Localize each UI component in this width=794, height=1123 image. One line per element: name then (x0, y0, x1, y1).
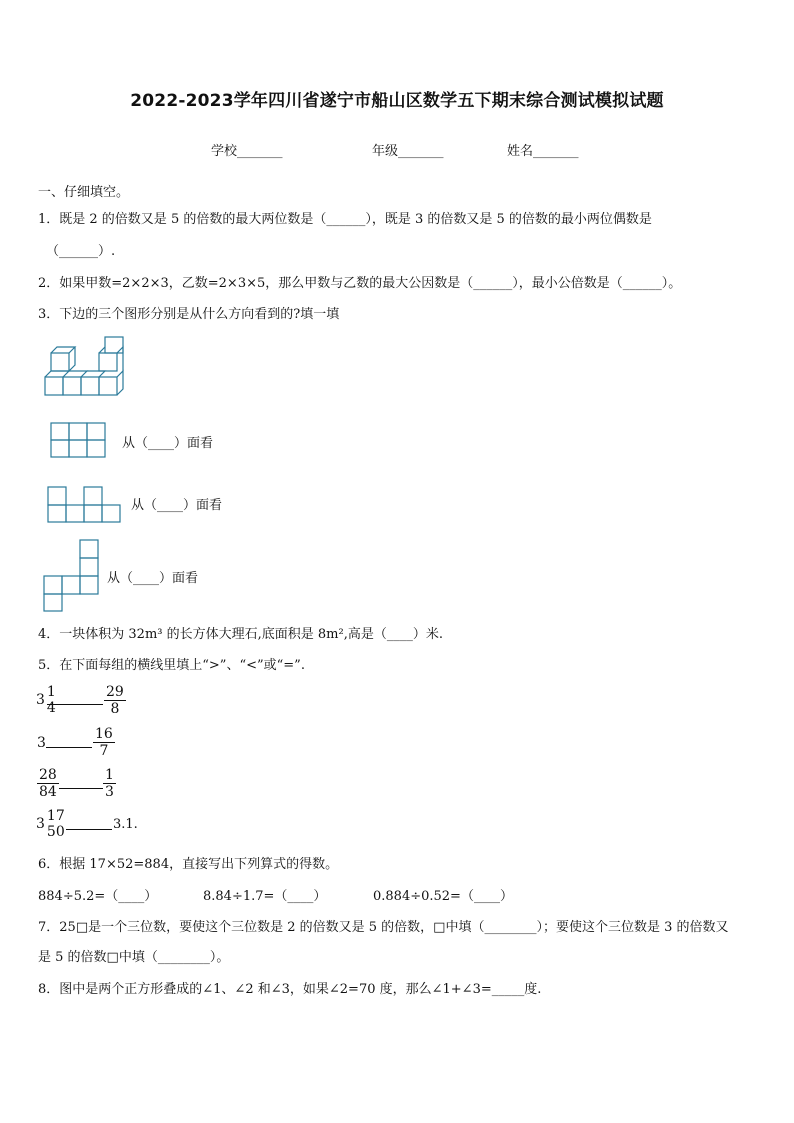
view3-figure (42, 538, 102, 613)
q2-text: 2．如果甲数=2×2×3，乙数=2×3×5，那么甲数与乙数的最大公因数是（______），最小公倍数是（______）。 (38, 276, 682, 291)
view2-label: 从（____）面看 (131, 498, 223, 513)
q5-row1-blank[interactable] (47, 704, 103, 705)
q7-line1: 7．25□是一个三位数，要使这个三位数是 2 的倍数又是 5 的倍数，□中填（________）；要使这个三位数是 3 的倍数又 (38, 920, 729, 935)
denominator: 84 (39, 784, 57, 800)
q6-c: 0.884÷0.52=（____） (373, 889, 513, 904)
denominator: 50 (46, 824, 65, 840)
q6-text: 6．根据 17×52=884，直接写出下列算式的得数。 (38, 857, 339, 872)
q6-a: 884÷5.2=（____） (38, 889, 158, 904)
q5-row4-left (36, 808, 67, 840)
q5-row4-right: 3.1. (113, 817, 138, 832)
q1-line2: （______）. (46, 244, 116, 259)
denominator: 7 (99, 743, 109, 759)
q5-row3-right-fraction (103, 767, 116, 800)
q6-b: 8.84÷1.7=（____） (203, 889, 327, 904)
view2-figure (47, 486, 127, 526)
denominator: 3 (105, 784, 114, 800)
numerator: 28 (39, 767, 57, 783)
q3-text: 3．下边的三个图形分别是从什么方向看到的?填一填 (38, 307, 340, 322)
q5-row4-blank[interactable] (66, 829, 112, 830)
q5-row2-right-fraction (93, 726, 115, 759)
page-title: 2022-2023学年四川省遂宁市船山区数学五下期末综合测试模拟试题 (130, 91, 664, 111)
q5-row4-left-whole: 3 (36, 816, 45, 832)
numerator: 29 (106, 684, 124, 700)
q5-row3-left-fraction (37, 767, 59, 800)
q5-row3-blank[interactable] (59, 788, 103, 789)
section-heading: 一、仔细填空。 (38, 185, 130, 200)
view1-figure (50, 422, 110, 462)
numerator: 1 (105, 767, 114, 783)
q5-row4-left-fraction (45, 808, 67, 840)
numerator: 16 (95, 726, 113, 742)
view1-label: 从（____）面看 (122, 436, 214, 451)
q5-row1 (36, 684, 58, 716)
q5-row2-left: 3 (37, 735, 46, 751)
q5-row1-right-fraction (104, 684, 126, 717)
q4-text: 4．一块体积为 32m³ 的长方体大理石,底面积是 8m²,高是（____）米. (38, 627, 443, 642)
grade-field[interactable]: 年级_______ (372, 144, 444, 159)
q1-line1: 1．既是 2 的倍数又是 5 的倍数的最大两位数是（______），既是 3 的倍数又是 5 的倍数的最小两位偶数是 (38, 212, 652, 227)
q5-row1-left-fraction (45, 684, 58, 716)
view3-label: 从（____）面看 (107, 571, 199, 586)
cube-stack-figure (40, 335, 130, 400)
school-field[interactable]: 学校_______ (211, 144, 283, 159)
q8-text: 8．图中是两个正方形叠成的∠1、∠2 和∠3，如果∠2=70 度，那么∠1+∠3=_____度. (38, 982, 542, 997)
numerator: 17 (46, 808, 65, 824)
name-field[interactable]: 姓名_______ (507, 144, 579, 159)
q5-text: 5．在下面每组的横线里填上“>”、“<”或“=”. (38, 658, 305, 673)
q5-row1-left-whole: 3 (36, 692, 45, 708)
q5-row2-blank[interactable] (46, 747, 92, 748)
denominator: 8 (110, 701, 120, 717)
denominator: 4 (46, 700, 56, 716)
q7-line2: 是 5 的倍数□中填（________）。 (38, 950, 230, 965)
numerator: 1 (46, 684, 56, 700)
